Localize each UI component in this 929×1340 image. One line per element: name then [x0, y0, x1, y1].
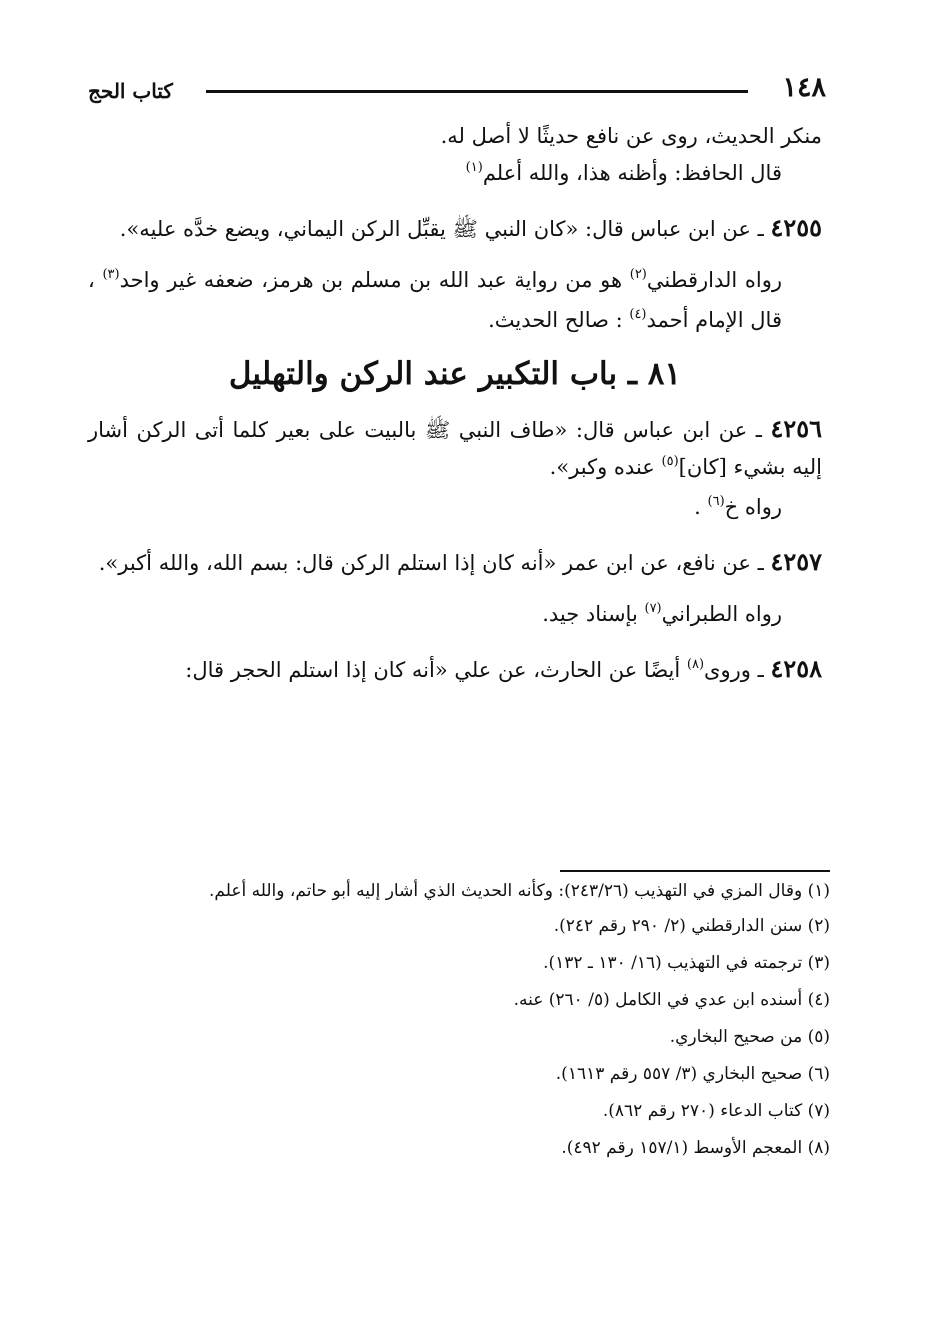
footnote-separator — [560, 870, 830, 872]
hadith-text-4258-b: أيضًا عن الحارث، عن علي «أنه كان إذا استلم الحجر قال: — [185, 658, 687, 682]
footnote-7: (٧) كتاب الدعاء (٢٧٠ رقم ٨٦٢). — [602, 1101, 830, 1121]
hadith-4258 — [88, 650, 822, 692]
hadith-text-4258-a: ـ وروى — [704, 658, 764, 682]
footnote-ref-4: (٤) — [629, 307, 647, 322]
page-number: ١٤٨ — [782, 72, 826, 103]
footnote-ref-3: (٣) — [102, 267, 120, 282]
header-rule — [206, 90, 748, 93]
footnote-8: (٨) المعجم الأوسط (١٥٧/١ رقم ٤٩٢). — [561, 1138, 830, 1158]
main-text — [88, 118, 822, 692]
paragraph-tabarani-source — [88, 596, 822, 636]
source-text-end: . — [694, 495, 708, 519]
hadith-4256 — [88, 410, 822, 489]
footnote-ref-2: (٢) — [629, 267, 647, 282]
footnote-1: (١) وقال المزي في التهذيب (٢٤٣/٢٦): وكأنه الحديث الذي أشار إليه أبو حاتم، والله أعلم. — [209, 881, 830, 901]
grading-text-c: ، قال الإمام أحمد — [88, 268, 782, 332]
footnote-ref-1: (١) — [465, 160, 483, 175]
hadith-text-4257: ـ عن نافع، عن ابن عمر «أنه كان إذا استلم الركن قال: بسم الله، والله أكبر». — [98, 551, 764, 575]
footnote-5: (٥) من صحيح البخاري. — [669, 1027, 830, 1047]
hadith-4255 — [88, 209, 822, 248]
chapter-title: كتاب الحج — [88, 79, 173, 103]
footnote-6: (٦) صحيح البخاري (٣/ ٥٥٧ رقم ١٦١٣). — [555, 1064, 830, 1084]
hadith-text-4256-a: ـ عن ابن عباس قال: «طاف النبي ﷺ بالبيت على بعير كلما أتى الركن أشار إليه بشيء [كان] — [88, 418, 822, 479]
footnote-2: (٢) سنن الدارقطني (٢/ ٢٩٠ رقم ٢٤٢). — [553, 916, 830, 936]
tabarani-text-b: بإسناد جيد. — [542, 602, 645, 626]
hadith-4257 — [88, 543, 822, 582]
footnote-ref-5: (٥) — [661, 454, 679, 469]
hadith-number-4255: ٤٢٥٥ — [770, 213, 822, 242]
paragraph-bukhari-source — [88, 489, 822, 529]
hadith-text-4256-b: عنده وكبر». — [549, 455, 662, 479]
footnotes — [88, 878, 830, 1172]
footnote-ref-8: (٨) — [686, 657, 705, 672]
grading-text-b: هو من رواية عبد الله بن مسلم بن هرمز، ضعفه غير واحد — [119, 268, 630, 292]
footnote-3: (٣) ترجمته في التهذيب (١٦/ ١٣٠ ـ ١٣٢). — [543, 953, 830, 973]
paragraph-hafiz-note — [88, 155, 822, 195]
section-heading: ٨١ ـ باب التكبير عند الركن والتهليل — [228, 356, 682, 392]
paragraph-daraqutni-grading — [88, 262, 822, 342]
hafiz-note-text: قال الحافظ: وأظنه هذا، والله أعلم — [482, 161, 782, 185]
hadith-number-4257: ٤٢٥٧ — [770, 547, 822, 576]
grading-text-d: : صالح الحديث. — [488, 308, 630, 332]
footnote-4: (٤) أسنده ابن عدي في الكامل (٥/ ٢٦٠) عنه. — [513, 990, 830, 1010]
source-text: رواه خ — [724, 495, 782, 519]
footnote-ref-7: (٧) — [644, 601, 662, 616]
paragraph-narrator-note: منكر الحديث، روى عن نافع حديثًا لا أصل له. — [440, 124, 822, 148]
hadith-number-4256: ٤٢٥٦ — [770, 414, 822, 443]
page-header — [88, 70, 826, 110]
footnote-ref-6: (٦) — [707, 494, 725, 509]
hadith-number-4258: ٤٢٥٨ — [770, 654, 822, 683]
grading-text-a: رواه الدارقطني — [646, 268, 782, 292]
tabarani-text-a: رواه الطبراني — [661, 602, 782, 626]
hadith-text-4255: ـ عن ابن عباس قال: «كان النبي ﷺ يقبِّل الركن اليماني، ويضع خدَّه عليه». — [119, 217, 764, 241]
